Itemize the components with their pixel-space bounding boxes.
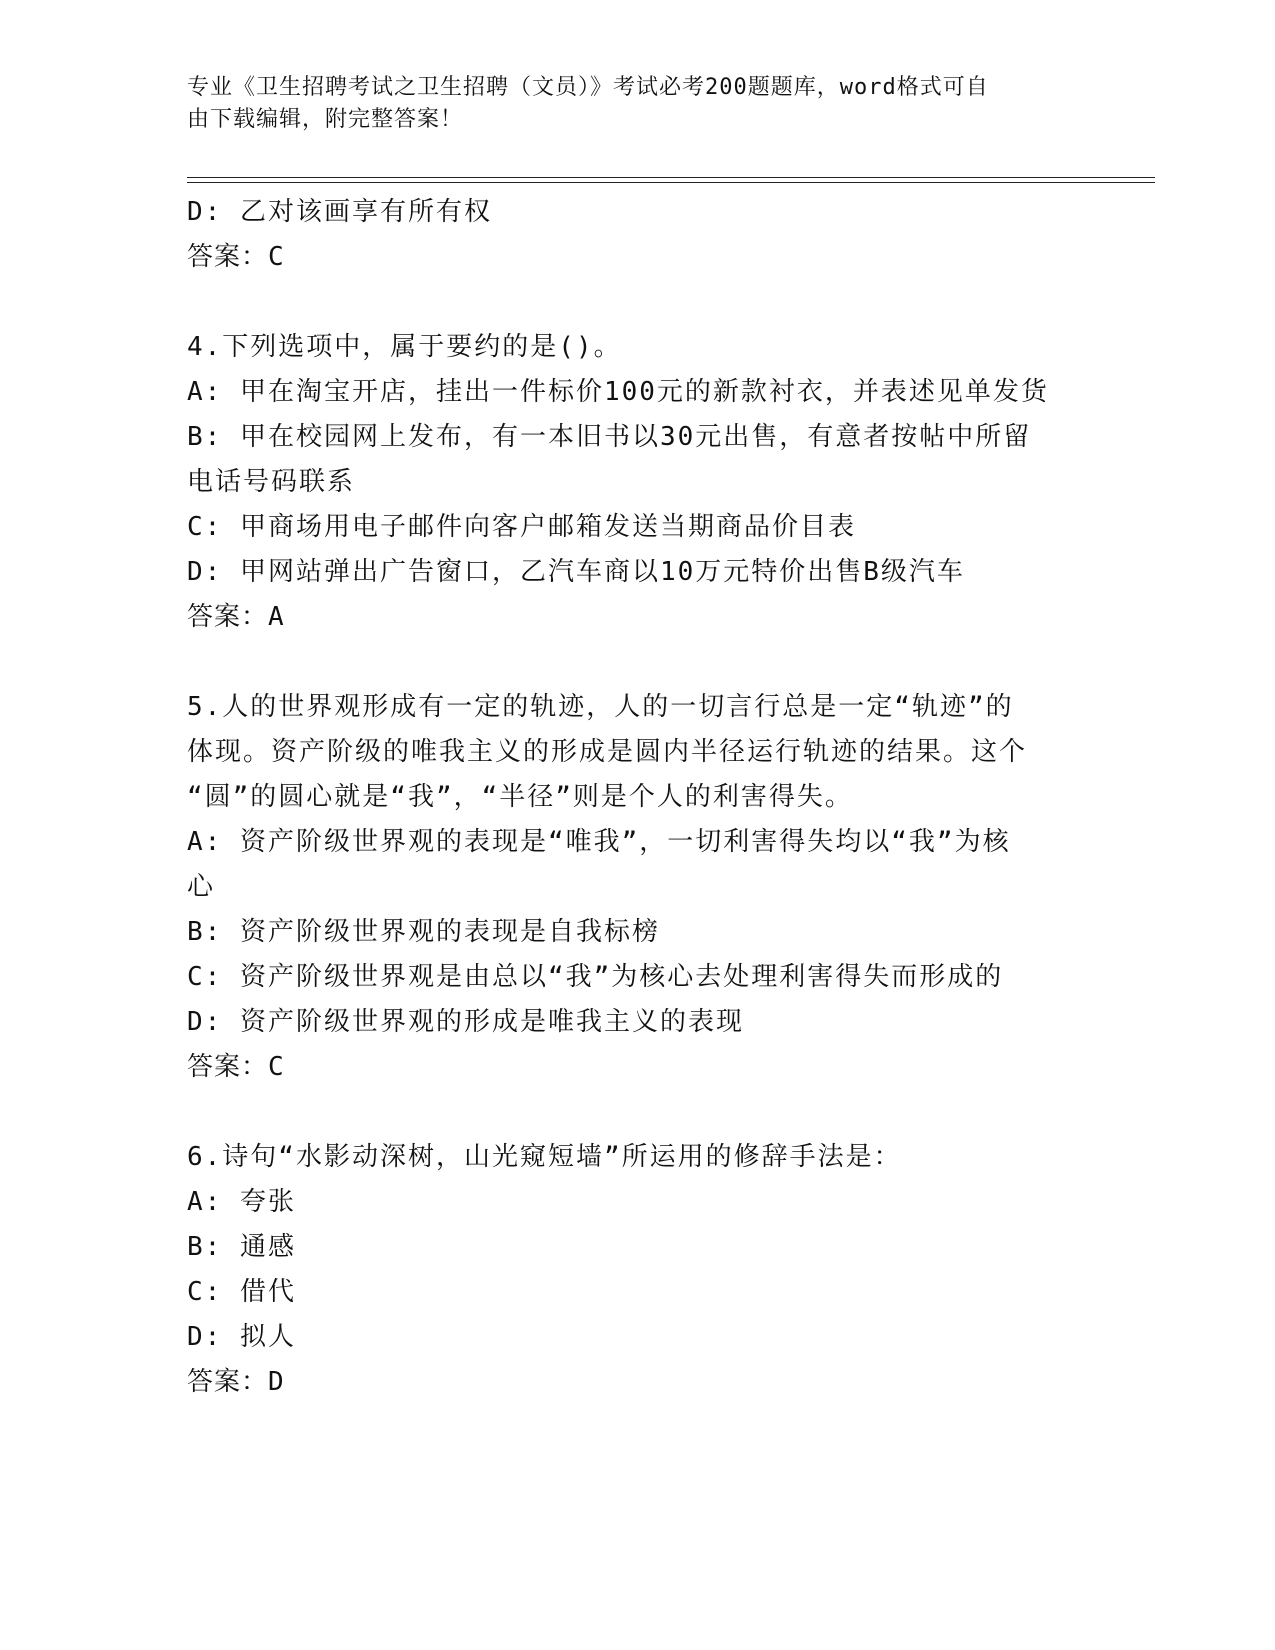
header-rule-top (187, 177, 1155, 178)
option-line: D: 资产阶级世界观的形成是唯我主义的表现 (187, 1007, 744, 1037)
answer-line: 答案：A (187, 602, 285, 632)
header-rule-bottom (187, 182, 1155, 183)
question-stem: “圆”的圆心就是“我”，“半径”则是个人的利害得失。 (187, 782, 853, 812)
question-list (187, 190, 1087, 1405)
question-stem: 4.下列选项中，属于要约的是()。 (187, 332, 622, 362)
option-line: C: 资产阶级世界观是由总以“我”为核心去处理利害得失而形成的 (187, 962, 1004, 992)
option-line: B: 甲在校园网上发布，有一本旧书以30元出售，有意者按帖中所留 (187, 422, 1032, 452)
option-line: 心 (187, 872, 216, 902)
document-header (187, 72, 1067, 136)
question-block (187, 685, 1087, 1090)
option-line: B: 通感 (187, 1232, 296, 1262)
question-stem: 体现。资产阶级的唯我主义的形成是圆内半径运行轨迹的结果。这个 (187, 737, 1028, 767)
header-line-2: 由下载编辑，附完整答案！ (187, 107, 464, 132)
option-line: A: 夸张 (187, 1187, 296, 1217)
option-line: B: 资产阶级世界观的表现是自我标榜 (187, 917, 660, 947)
option-line: D: 甲网站弹出广告窗口，乙汽车商以10万元特价出售B级汽车 (187, 557, 965, 587)
block-spacer (187, 640, 1087, 685)
option-line: C: 借代 (187, 1277, 296, 1307)
option-line: 电话号码联系 (187, 467, 356, 497)
option-line: A: 甲在淘宝开店，挂出一件标价100元的新款衬衣，并表述见单发货 (187, 377, 1049, 407)
option-line: A: 资产阶级世界观的表现是“唯我”，一切利害得失均以“我”为核 (187, 827, 1011, 857)
question-block (187, 190, 1087, 280)
option-line: D: 乙对该画享有所有权 (187, 197, 492, 227)
question-stem: 6.诗句“水影动深树，山光窥短墙”所运用的修辞手法是： (187, 1142, 902, 1172)
question-block (187, 325, 1087, 640)
question-block (187, 1135, 1087, 1405)
option-line: C: 甲商场用电子邮件向客户邮箱发送当期商品价目表 (187, 512, 856, 542)
answer-line: 答案：D (187, 1367, 285, 1397)
block-spacer (187, 1090, 1087, 1135)
question-stem: 5.人的世界观形成有一定的轨迹，人的一切言行总是一定“轨迹”的 (187, 692, 1014, 722)
answer-line: 答案：C (187, 1052, 285, 1082)
option-line: D: 拟人 (187, 1322, 296, 1352)
header-line-1: 专业《卫生招聘考试之卫生招聘（文员）》考试必考200题题库，word格式可自 (187, 75, 989, 100)
answer-line: 答案：C (187, 242, 285, 272)
block-spacer (187, 280, 1087, 325)
